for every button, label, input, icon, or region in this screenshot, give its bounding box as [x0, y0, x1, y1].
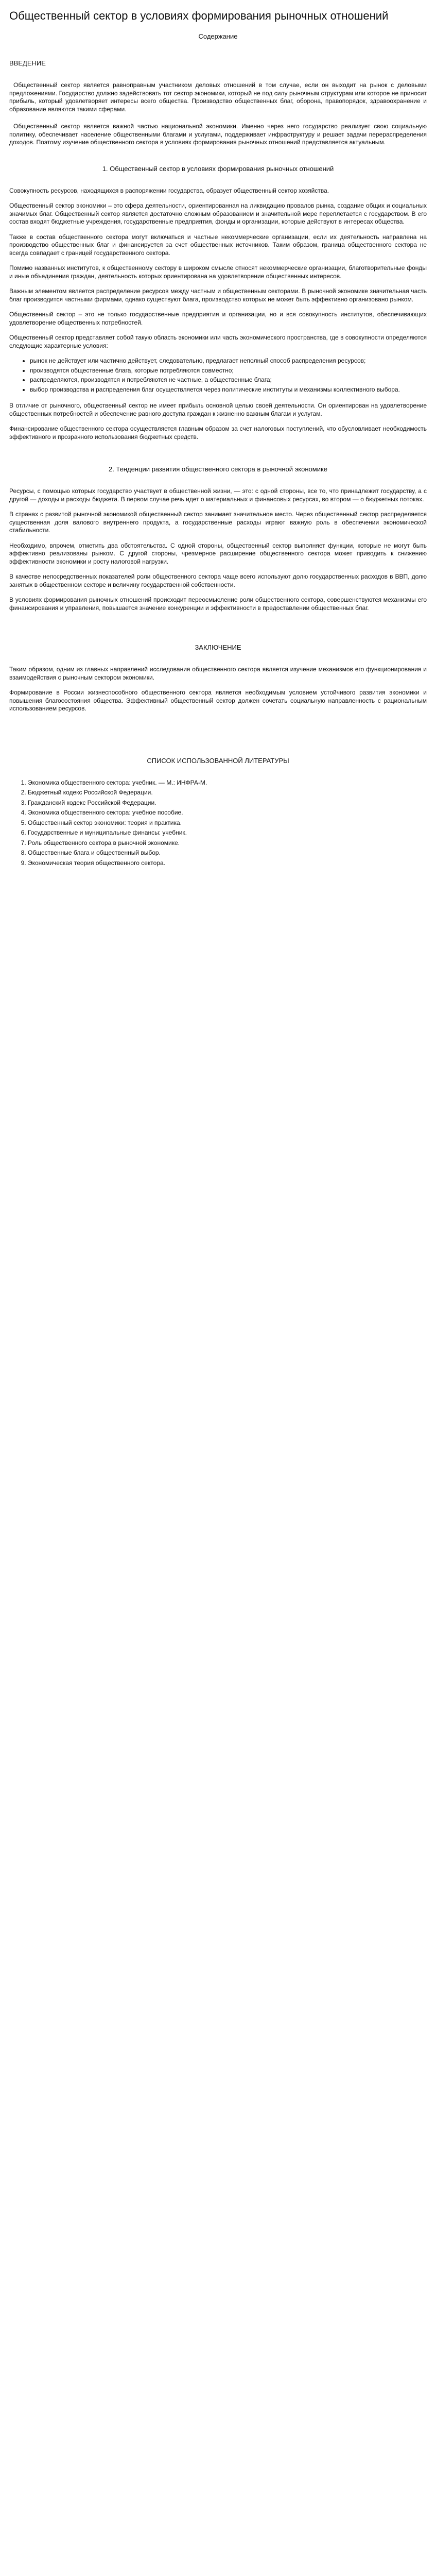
section-2-paragraph: Необходимо, впрочем, отметить два обстоятельства. С одной стороны, общественный сектор выполняет функции, которые не могут быть эффективно реализованы рынком. С другой стороны, чрезмерное расширение общественного сектора может приводить к снижению эффективности экономики и росту налоговой нагрузки.	[9, 541, 427, 565]
reference-item: 6. Государственные и муниципальные финансы: учебник.	[28, 829, 427, 837]
section-1-paragraph: Общественный сектор – это не только государственные предприятия и организации, но и вся совокупность институтов, обеспечивающих удовлетворение общественных потребностей.	[9, 311, 427, 326]
section-1-paragraph: Общественный сектор представляет собой такую область экономики или часть экономического пространства, где в совокупности определяются следующие характерные условия:	[9, 334, 427, 349]
section-1-paragraph: Также в состав общественного сектора могут включаться и частные некоммерческие организации, если их деятельность направлена на производство общественных благ и финансируется за счет общественных источников. Таким образом, граница общественного сектора не всегда совпадает с границей государственного сектора.	[9, 233, 427, 257]
section-1-paragraph: Важным элементом является распределение ресурсов между частным и общественным секторами. В рыночной экономике значительная часть благ производится частными фирмами, однако существуют блага, производство которых не может быть эффективно организовано рынком.	[9, 287, 427, 303]
section-1-paragraph: Совокупность ресурсов, находящихся в распоряжении государства, образует общественный сектор хозяйства.	[9, 187, 329, 194]
section-1-bullet-list	[9, 357, 427, 394]
reference-item: 8. Общественные блага и общественный выбор.	[28, 849, 427, 857]
section-1-tail-paragraph: Финансирование общественного сектора осуществляется главным образом за счет налоговых поступлений, что обусловливает необходимость эффективного и прозрачного использования бюджетных средств.	[9, 425, 427, 440]
intro-heading: ВВЕДЕНИЕ	[9, 59, 46, 67]
section-1-paragraph: Помимо названных институтов, к общественному сектору в широком смысле относят некоммерческие организации, благотворительные фонды и иные объединения граждан, деятельность которых ориентирована на удовлетворение общественных интересов.	[9, 264, 427, 280]
intro-section	[9, 81, 427, 147]
section-2-paragraph: В странах с развитой рыночной экономикой общественный сектор занимает значительное место. Через общественный сектор распределяется существенная доля валового внутреннего продукта, а государственные расходы играют важную роль в обеспечении экономической стабильности.	[9, 511, 427, 534]
reference-item: 3. Гражданский кодекс Российской Федерации.	[28, 799, 427, 807]
section-2-paragraph: Ресурсы, с помощью которых государство участвует в общественной жизни, — это: с одной стороны, все то, что принадлежит государству, а с другой — доходы и расходы бюджета. В первом случае речь идет о материальных и финансовых ресурсах, во втором — о бюджетных потоках.	[9, 487, 427, 503]
reference-item: 1. Экономика общественного сектора: учебник. — М.: ИНФРА-М.	[28, 779, 427, 787]
references-heading: СПИСОК ИСПОЛЬЗОВАННОЙ ЛИТЕРАТУРЫ	[147, 756, 289, 765]
conclusion-body	[9, 666, 427, 713]
toc-label: Содержание	[198, 32, 238, 40]
bullet-item: • производятся общественные блага, которые потребляются совместно;	[30, 367, 427, 375]
section-1-paragraph: Общественный сектор экономики – это сфера деятельности, ориентированная на ликвидацию провалов рынка, создание общих и социальных значимых благ. Общественный сектор является достаточно сложным образованием и значительной мере переплетается с государством. В его состав входят бюджетные учреждения, государственные предприятия, фонды и организации, которые действуют в интересах общества.	[9, 202, 427, 225]
document-title: Общественный сектор в условиях формирования рыночных отношений	[9, 9, 389, 22]
reference-item: 4. Экономика общественного сектора: учебное пособие.	[28, 809, 427, 817]
section-1-body	[9, 187, 427, 442]
conclusion-heading: ЗАКЛЮЧЕНИЕ	[195, 643, 241, 651]
reference-item: 9. Экономическая теория общественного сектора.	[28, 859, 427, 868]
section-1-heading: 1. Общественный сектор в условиях формирования рыночных отношений	[102, 164, 334, 173]
reference-item: 5. Общественный сектор экономики: теория и практика.	[28, 819, 427, 827]
section-2-paragraph: В качестве непосредственных показателей роли общественного сектора чаще всего используют долю государственных расходов в ВВП, долю занятых в общественном секторе и величину государственной собственности.	[9, 573, 427, 588]
intro-paragraph: Общественный сектор является важной частью национальной экономики. Именно через него государство реализует свою социальную политику, обеспечивает население общественными благами и услугами, поддерживает инфраструктуру и решает задачи перераспределения доходов. Поэтому изучение общественного сектора в условиях формирования рыночных отношений представляется актуальным.	[9, 123, 427, 146]
bullet-item: • выбор производства и распределения благ осуществляется через политические институты и механизмы коллективного выбора.	[30, 386, 427, 394]
section-2-paragraph: В условиях формирования рыночных отношений происходит переосмысление роли общественного сектора, совершенствуются механизмы его финансирования и управления, повышается значение конкуренции и эффективности в предоставлении общественных благ.	[9, 596, 427, 612]
conclusion-paragraph: Формирование в России жизнеспособного общественного сектора является необходимым условием устойчивого развития экономики и повышения благосостояния общества. Эффективный общественный сектор должен сочетать социальную направленность с рациональным использованием ресурсов.	[9, 689, 427, 712]
references-list	[9, 779, 427, 868]
bullet-item: • распределяются, производятся и потребляются не частные, а общественные блага;	[30, 376, 427, 384]
intro-paragraph: Общественный сектор является равноправным участником деловых отношений в том случае, если он выходит на рынок с деловыми предложениями. Государство должно задействовать тот сектор экономики, который не под силу рыночным структурам или которое не приносит прибыль, который удовлетворяет интересы всего общества. Производство общественных благ, оборона, правопорядок, здравоохранение и образование являются такими сферами.	[9, 81, 427, 113]
section-1-tail-paragraph: В отличие от рыночного, общественный сектор не имеет прибыль основной целью своей деятельности. Он ориентирован на удовлетворение общественных потребностей и обеспечение равного доступа граждан к жизненно важным благам и услугам.	[9, 402, 427, 417]
section-2-body	[9, 487, 427, 612]
reference-item: 7. Роль общественного сектора в рыночной экономике.	[28, 839, 427, 848]
spacer	[9, 619, 427, 632]
section-2-heading: 2. Тенденции развития общественного сектора в рыночной экономике	[108, 465, 328, 473]
reference-item: 2. Бюджетный кодекс Российской Федерации.	[28, 789, 427, 797]
spacer	[9, 720, 427, 739]
bullet-item: • рынок не действует или частично действует, следовательно, предлагает неполный способ распределения ресурсов;	[30, 357, 427, 365]
conclusion-paragraph: Таким образом, одним из главных направлений исследования общественного сектора является изучение механизмов его функционирования и взаимодействия с рыночным сектором экономики.	[9, 666, 427, 681]
